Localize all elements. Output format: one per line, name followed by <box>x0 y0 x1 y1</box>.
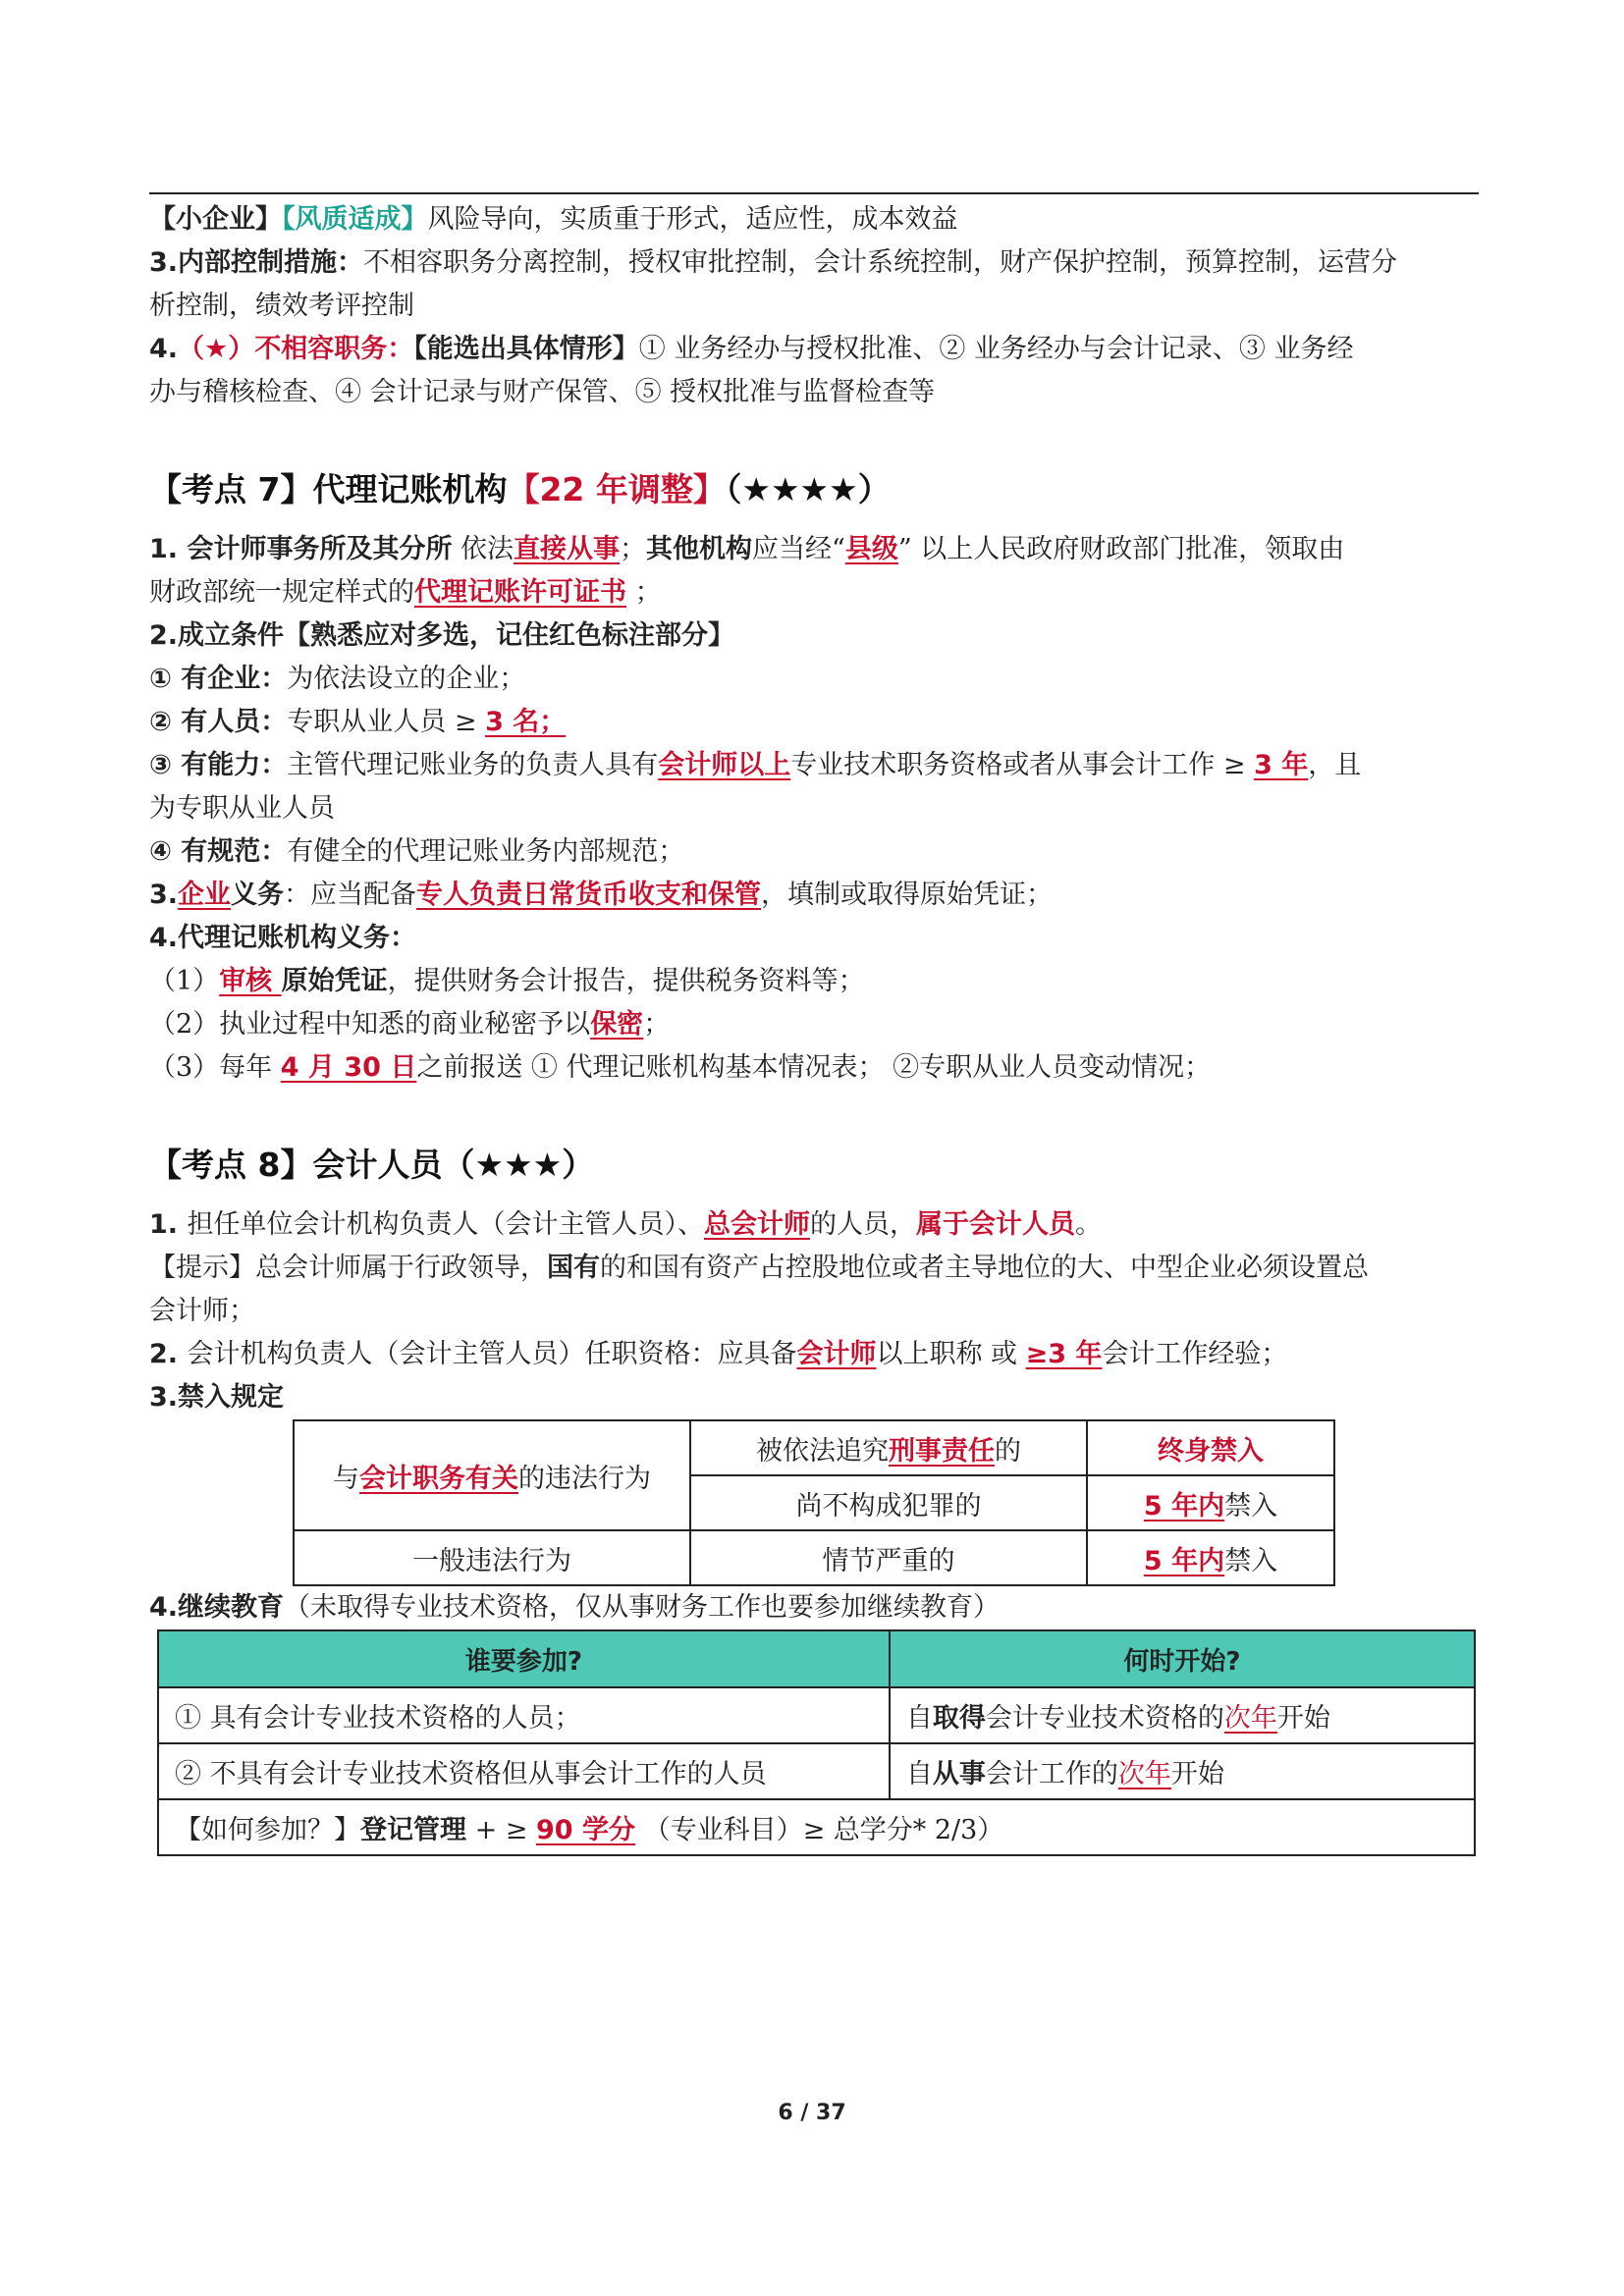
ban-cell-penalty: 5 年内禁入 <box>1087 1530 1334 1585</box>
agency-approval-line-cont: 财政部统一规定样式的代理记账许可证书 ； <box>149 577 662 608</box>
establishment-conditions-title: 2.成立条件【熟悉应对多选，记住红色标注部分】 <box>149 620 735 651</box>
ban-cell-category: 一般违法行为 <box>294 1530 690 1585</box>
condition-ability: ③ 有能力：主管代理记账业务的负责人具有会计师以上专业技术职务资格或者从事会计工作 ≥ 3 年，且 <box>149 750 1362 780</box>
edu-cell-who: ② 不具有会计专业技术资格但从事会计工作的人员 <box>158 1743 890 1799</box>
ban-cell-condition: 情节严重的 <box>690 1530 1087 1585</box>
condition-enterprise: ① 有企业：为依法设立的企业； <box>149 664 526 694</box>
agency-approval-line: 1. 会计师事务所及其分所 依法直接从事；其他机构应当经“县级” 以上人民政府财政部门批准，领取由 <box>149 534 1345 564</box>
section-8-heading: 【考点 8】会计人员（★★★） <box>149 1146 595 1184</box>
continuing-education-table <box>157 1629 1476 1856</box>
ban-cell-penalty: 终身禁入 <box>1087 1420 1334 1475</box>
agency-obligations-title: 4.代理记账机构义务： <box>149 923 417 953</box>
qualification-line: 2. 会计机构负责人（会计主管人员）任职资格：应具备会计师以上职称 或 ≥3 年会计工作经验； <box>149 1339 1288 1369</box>
condition-ability-cont: 为专职从业人员 <box>149 793 335 824</box>
edu-header-when: 何时开始? <box>890 1630 1475 1687</box>
section-7-heading: 【考点 7】代理记账机构【22 年调整】（★★★★） <box>149 470 891 508</box>
table-row <box>294 1530 1334 1585</box>
table-row <box>158 1687 1475 1743</box>
internal-control-line: 3.内部控制措施：不相容职务分离控制，授权审批控制，会计系统控制，财产保护控制，预算控制，运营分 <box>149 247 1398 278</box>
incompatible-duties-line-cont: 办与稽核检查、④ 会计记录与财产保管、⑤ 授权批准与监督检查等 <box>149 377 936 407</box>
edu-cell-when: 自取得会计专业技术资格的次年开始 <box>890 1687 1475 1743</box>
continuing-education-title: 4.继续教育（未取得专业技术资格，仅从事财务工作也要参加继续教育） <box>149 1592 1001 1623</box>
agency-obligation-2: （2）执业过程中知悉的商业秘密予以保密； <box>149 1009 671 1040</box>
table-header-row <box>158 1630 1475 1687</box>
condition-norms: ④ 有规范：有健全的代理记账业务内部规范； <box>149 836 685 867</box>
ban-cell-condition: 尚不构成犯罪的 <box>690 1475 1087 1530</box>
ban-cell-category: 与会计职务有关的违法行为 <box>294 1420 690 1530</box>
chief-accountant-tip: 【提示】总会计师属于行政领导，国有的和国有资产占控股地位或者主导地位的大、中型企业必须设置总 <box>149 1253 1369 1283</box>
edu-cell-who: ① 具有会计专业技术资格的人员； <box>158 1687 890 1743</box>
small-enterprise-line: 【小企业】【风质适成】风险导向，实质重于形式，适应性，成本效益 <box>149 204 958 235</box>
table-row <box>158 1743 1475 1799</box>
internal-control-line-cont: 析控制，绩效考评控制 <box>149 291 414 321</box>
ban-cell-condition: 被依法追究刑事责任的 <box>690 1420 1087 1475</box>
edu-header-who: 谁要参加? <box>158 1630 890 1687</box>
incompatible-duties-line: 4.（★）不相容职务：【能选出具体情形】① 业务经办与授权批准、② 业务经办与会计记录、③ 业务经 <box>149 334 1354 364</box>
ban-cell-penalty: 5 年内禁入 <box>1087 1475 1334 1530</box>
header-rule <box>149 192 1479 194</box>
agency-obligation-3: （3）每年 4 月 30 日之前报送 ① 代理记账机构基本情况表； ②专职从业人员变动情况； <box>149 1052 1212 1083</box>
page-number: 6 / 37 <box>778 2101 846 2125</box>
condition-staff: ② 有人员：专职从业人员 ≥ 3 名； <box>149 707 567 737</box>
ban-rules-title: 3.禁入规定 <box>149 1382 285 1413</box>
agency-obligation-1: （1）审核 原始凭证，提供财务会计报告，提供税务资料等； <box>149 966 865 996</box>
enterprise-obligation-line: 3.企业义务：应当配备专人负责日常货币收支和保管，填制或取得原始凭证； <box>149 880 1054 910</box>
edu-cell-how: 【如何参加？】登记管理 + ≥ 90 学分 （专业科目）≥ 总学分* 2/3） <box>158 1799 1475 1855</box>
table-row <box>294 1420 1334 1475</box>
chief-accountant-tip-cont: 会计师； <box>149 1296 255 1326</box>
table-row <box>158 1799 1475 1855</box>
accounting-personnel-definition: 1. 担任单位会计机构负责人（会计主管人员）、总会计师的人员，属于会计人员。 <box>149 1209 1102 1240</box>
document-page <box>149 192 1479 1856</box>
edu-cell-when: 自从事会计工作的次年开始 <box>890 1743 1475 1799</box>
ban-rules-table <box>293 1419 1335 1586</box>
